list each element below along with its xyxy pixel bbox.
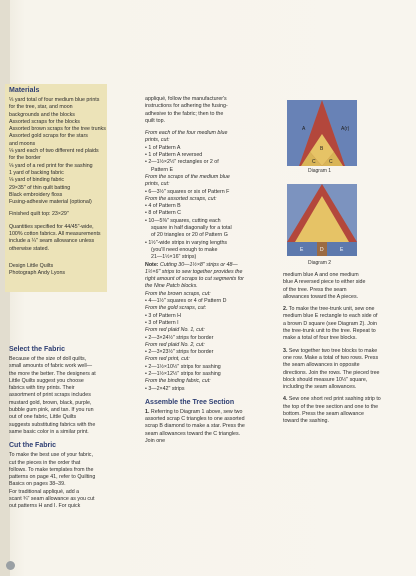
step-text: Sew together two tree blocks to make one row. Make a total of two rows. Press the seam allowances in opposite directions. Join the rows. The pieced tree block should measure 10½" square, including the seam allowances. <box>283 347 380 391</box>
materials-heading: Materials <box>9 87 40 94</box>
assemble-heading: Assemble the Tree Section <box>145 398 235 406</box>
note-label: Note: <box>145 261 159 268</box>
cutting-source: From the brown scraps, cut: <box>145 290 211 297</box>
finished-size: Finished quilt top: 23×29" <box>9 211 69 218</box>
credit-line: Photograph Andy Lyons <box>9 270 66 277</box>
cutting-item: • 2—1½×10½" strips for sashing <box>145 364 249 371</box>
select-fabric-line: bubble gum pink, and tan. If you run <box>9 407 94 414</box>
quantities-note <box>9 224 107 253</box>
select-fabric-line: small amounts of fabric work well— <box>9 363 93 370</box>
cutting-source: From red print, cut: <box>145 356 190 363</box>
step-3 <box>283 348 381 392</box>
label-b: B <box>320 146 324 152</box>
cut-fabric-line: Basics on pages 38–39. <box>9 481 66 488</box>
cutting-list-2 <box>145 291 249 393</box>
material-line: ⅛ yard of a red print for the sashing <box>9 162 93 169</box>
cutting-item: • 1 of Pattern A <box>145 145 249 152</box>
cutting-item: • 1 of Pattern A reversed <box>145 152 249 159</box>
label-e1: E <box>300 247 304 253</box>
select-fabric-line: mustard gold, brown, black, purple, <box>9 399 92 406</box>
cutting-item: • 2—1½×12½" strips for sashing <box>145 371 249 378</box>
select-fabric-line: Because of the size of doll quilts, <box>9 356 87 362</box>
material-line: Black embroidery floss <box>9 191 63 198</box>
select-fabric-line: same basic color in a similar print. <box>9 428 89 435</box>
applique-intro <box>145 96 249 125</box>
materials-list <box>9 97 107 206</box>
diagram-2-caption: Diagram 2 <box>308 260 332 266</box>
cutting-source: From the assorted scraps, cut: <box>145 195 217 202</box>
cutting-item: • 2—3×24½" strips for border <box>145 335 249 342</box>
step-number: 4. <box>283 396 288 403</box>
cutting-item: of 20 triangles or 20 of Pattern G <box>151 232 228 239</box>
diagram-1-caption: Diagram 1 <box>308 168 332 174</box>
cut-fabric-line: scant ¾" seam allowance as you cut <box>9 496 95 503</box>
quantities-line: include a ¼" seam allowance unless <box>9 238 95 245</box>
cutting-item: • 3 of Pattern I <box>145 320 249 327</box>
material-line: ⅛ yard of binding fabric <box>9 177 65 184</box>
material-line: for the tree, star, and moon <box>9 104 73 111</box>
step-text: To make the tree-trunk unit, sew one medium blue E rectangle to each side of a brown D square (see Diagram 2). Join the tree-trunk unit to the tree. Repeat to make a total of four tree blocks. <box>283 306 378 342</box>
cut-fabric-heading: Cut the Fabric <box>9 442 57 450</box>
steps-list <box>283 301 381 425</box>
cutting-item: • 8 of Pattern C <box>145 210 249 217</box>
step-number: 3. <box>283 347 288 354</box>
cutting-item: • 10—5⅜" squares, cutting each <box>145 218 249 225</box>
steps-column <box>283 272 381 426</box>
material-line: ⅓ yard total of four medium blue prints <box>9 97 100 103</box>
material-line: and moons <box>9 140 36 147</box>
cutting-item: • 3—2×42" strips <box>145 386 249 393</box>
cutting-source: From the scraps of the medium blue <box>145 173 230 180</box>
cut-fabric-line: For traditional appliqué, add a <box>9 488 80 495</box>
select-fabric-line: fabrics with tiny prints. Their <box>9 385 75 392</box>
cutting-item: • 4 of Pattern B <box>145 203 249 210</box>
cutting-source: From each of the four medium blue <box>145 130 228 137</box>
select-fabric-line: suggests substituting fabrics with the <box>9 421 96 428</box>
intro-line: instructions for adhering the fusing- <box>145 103 228 110</box>
cutting-source: From the gold scraps, cut: <box>145 305 207 312</box>
cutting-item: 21—1½×16" strips) <box>151 254 197 261</box>
select-fabric-line: Little Quilts suggest you choose <box>9 377 84 384</box>
cut-fabric-text <box>9 452 107 510</box>
label-e2: E <box>340 247 344 253</box>
step-2 <box>283 306 381 342</box>
cutting-source: From red plaid No. 2, cut: <box>145 341 205 348</box>
step-text: Sew one short red print sashing strip to the top of the tree section and one to the bottom. Press the seam allowance toward the sashing. <box>283 396 381 425</box>
material-line: Assorted brown scraps for the tree trunks <box>9 126 106 133</box>
cutting-item: Pattern E <box>151 166 174 173</box>
cutting-item: • 6—3½" squares or six of Pattern F <box>145 189 249 196</box>
material-line: 1 yard of backing fabric <box>9 169 64 176</box>
label-a: A <box>302 126 306 132</box>
label-ar: A(r) <box>341 126 350 132</box>
step-text-line: medium blue A and one medium <box>283 272 359 278</box>
diagram-2 <box>287 184 357 256</box>
cut-fabric-line: out patterns H and I. For quick <box>9 503 81 510</box>
material-line: Assorted gold scraps for the stars <box>9 133 88 140</box>
credit-line: Design Little Quilts <box>9 262 54 269</box>
cutting-item: • 3 of Pattern H <box>145 313 249 320</box>
label-c2: C <box>329 159 333 165</box>
select-cut-section <box>9 345 107 511</box>
cut-fabric-line: patterns on page 41, refer to Quilting <box>9 474 96 481</box>
cutting-note: Note: Cutting 30—1½×8" strips or 48—1½×6" strips to sew together provides the right amount of scraps to cut segments for the Nine Patch blocks. <box>145 261 244 290</box>
credits <box>9 263 107 278</box>
quantities-line: Quantities specified for 44/45"-wide, <box>9 223 94 230</box>
select-fabric-line: the more the better. The designers at <box>9 370 96 377</box>
cutting-source: From red plaid No. 1, cut: <box>145 327 205 334</box>
label-c1: C <box>312 159 316 165</box>
step-text-line: blue A reversed piece to either side <box>283 279 366 286</box>
quantities-line: otherwise stated. <box>9 245 50 252</box>
cutting-list-1 <box>145 130 249 261</box>
cutting-item: square in half diagonally for a total <box>151 225 232 232</box>
material-line: Assorted scraps for the blocks <box>9 118 80 125</box>
cutting-item: • 2—1½×2½" rectangles or 2 of <box>145 159 249 166</box>
material-line: for the border <box>9 155 41 162</box>
materials-section <box>9 86 107 278</box>
cut-fabric-line: cut the pieces in the order that <box>9 459 81 466</box>
cutting-source: prints, cut: <box>145 181 170 188</box>
cutting-item: (you'll need enough to make <box>151 246 218 253</box>
intro-line: adhesive to the fabric; then to the <box>145 110 224 117</box>
cutting-source: prints, cut: <box>145 137 170 144</box>
material-line: 29×35" of thin quilt batting <box>9 184 71 191</box>
select-fabric-heading: Select the Fabric <box>9 346 66 353</box>
step-text-line: of the tree. Press the seam <box>283 286 347 293</box>
select-fabric-text <box>9 356 107 436</box>
select-fabric-line: assortment of print scraps includes <box>9 392 91 399</box>
material-line: Fusing-adhesive material (optional) <box>9 199 92 206</box>
cutting-item: • 2—3×23½" strips for border <box>145 349 249 356</box>
cutting-item: • 1½"-wide strips in varying lengths <box>145 240 249 247</box>
cut-fabric-line: To make the best use of your fabric, <box>9 452 93 459</box>
diagram-1 <box>287 100 357 166</box>
quantities-line: 100% cotton fabrics. All measurements <box>9 231 101 238</box>
step-1: 1. Referring to Diagram 1 above, sew two assorted scrap C triangles to one assorted scrap B diamond to make a star. Press the seam allowances toward the C triangles. Join one <box>145 408 245 445</box>
step-text-line: allowances toward the A pieces. <box>283 293 359 300</box>
material-line: ⅛ yard each of two different red plaids <box>9 148 99 155</box>
cut-fabric-line: follows. To make templates from the <box>9 466 94 473</box>
step-1-continued <box>283 272 381 301</box>
intro-line: quilt top. <box>145 117 166 124</box>
cutting-list-column <box>145 96 249 445</box>
select-fabric-line: out of one fabric, Little Quilts <box>9 414 77 421</box>
intro-line: appliqué, follow the manufacturer's <box>145 96 227 102</box>
cutting-source: From the binding fabric, cut: <box>145 378 211 385</box>
page-marker <box>6 561 15 570</box>
label-d: D <box>320 247 324 253</box>
cutting-item: • 4—1½" squares or 4 of Pattern D <box>145 298 249 305</box>
step-4 <box>283 396 381 425</box>
step-number: 2. <box>283 306 288 313</box>
material-line: backgrounds and the blocks <box>9 111 75 118</box>
